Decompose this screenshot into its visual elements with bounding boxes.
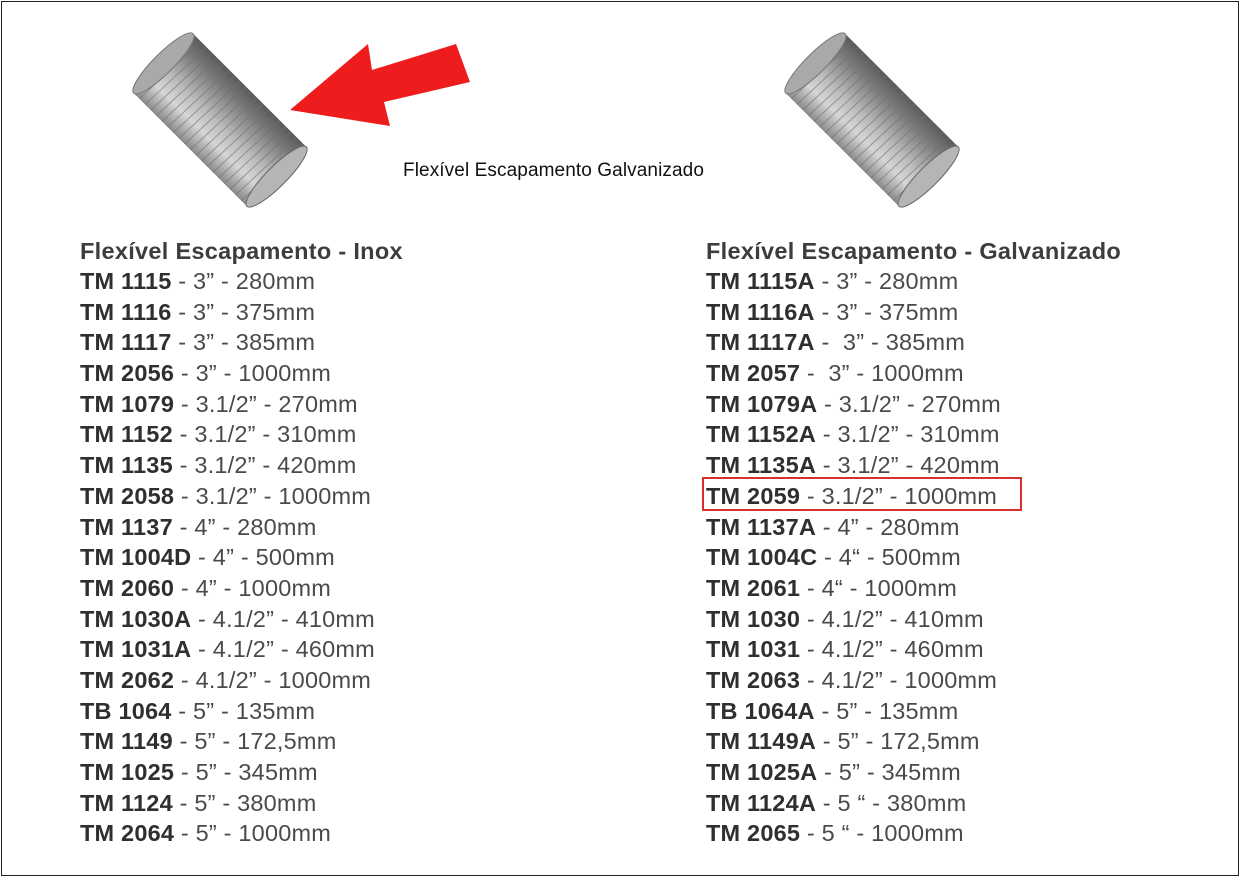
product-spec: - 4.1/2” - 1000mm: [800, 666, 998, 693]
product-code: TM 2057: [706, 360, 801, 387]
product-spec: - 3.1/2” - 270mm: [817, 390, 1001, 417]
list-item: [706, 634, 1121, 665]
product-spec: - 3” - 280mm: [814, 268, 959, 294]
product-spec: - 3” - 280mm: [171, 268, 316, 294]
list-item: [706, 542, 1121, 573]
product-code: TM 1137: [80, 513, 173, 540]
list-item: [706, 573, 1121, 604]
product-spec: - 4.1/2” - 1000mm: [174, 666, 372, 693]
list-item: [706, 818, 1121, 849]
list-item: [80, 358, 403, 389]
product-spec: - 3” - 385mm: [814, 329, 966, 356]
product-code: TM 2063: [706, 666, 801, 693]
product-spec: - 4“ - 1000mm: [800, 574, 958, 601]
product-code: TM 1117: [80, 329, 172, 356]
list-item: [80, 757, 403, 788]
list-item: [80, 481, 403, 512]
list-item: [706, 327, 1121, 358]
list-item: [706, 788, 1121, 819]
product-code: TM 2056: [80, 360, 175, 387]
list-item: [80, 389, 403, 420]
product-code: TM 1031A: [80, 636, 192, 663]
product-code: TM 1137A: [706, 513, 817, 540]
product-code: TM 1124: [80, 789, 173, 816]
product-spec: - 4.1/2” - 410mm: [191, 605, 375, 632]
product-code: TM 1149: [80, 728, 173, 755]
product-spec: - 3” - 1000mm: [174, 360, 332, 387]
product-spec: - 4” - 280mm: [816, 513, 960, 540]
product-spec: - 5” - 172,5mm: [172, 728, 337, 755]
list-item: [80, 512, 403, 543]
product-code: TM 1124A: [706, 789, 817, 816]
product-code: TM 2064: [80, 820, 175, 847]
list-item: [706, 665, 1121, 696]
list-item: [80, 665, 403, 696]
product-spec: - 3.1/2” - 310mm: [816, 421, 1000, 448]
red-arrow-icon: [288, 40, 473, 130]
list-item: [80, 604, 403, 635]
list-item: [706, 512, 1121, 543]
product-spec: - 5” - 135mm: [171, 697, 316, 724]
product-code: TM 1004C: [706, 544, 818, 571]
product-code: TM 1025: [80, 759, 175, 785]
product-code: TM 1031: [706, 636, 801, 663]
product-spec: - 3.1/2” - 420mm: [816, 452, 1000, 479]
list-item: [80, 419, 403, 450]
product-code: TM 1004D: [80, 544, 192, 571]
list-item: [80, 327, 403, 358]
product-spec: - 5 “ - 380mm: [816, 789, 967, 816]
product-spec: - 5 “ - 1000mm: [800, 820, 964, 847]
product-spec: - 5” - 135mm: [814, 697, 959, 724]
list-item: [80, 726, 403, 757]
list-item: [80, 818, 403, 849]
caption-text: Flexível Escapamento Galvanizado: [403, 160, 705, 181]
product-code: TM 1116: [80, 298, 172, 325]
product-spec: - 3.1/2” - 1000mm: [800, 482, 998, 509]
product-spec: - 5” - 1000mm: [174, 820, 332, 847]
product-code: TM 1152A: [706, 421, 817, 448]
product-spec: - 3” - 1000mm: [800, 360, 964, 387]
product-code: TM 1135A: [706, 452, 817, 479]
list-item: [80, 542, 403, 573]
list-item: [706, 266, 1121, 297]
list-item: [80, 696, 403, 727]
inox-list: [80, 236, 403, 849]
list-item: [706, 419, 1121, 450]
product-spec: - 3” - 375mm: [814, 298, 959, 325]
product-spec: - 3.1/2” - 270mm: [174, 390, 358, 417]
product-spec: - 3” - 375mm: [171, 298, 316, 325]
product-code: TM 1030A: [80, 605, 192, 632]
list-item: [80, 266, 403, 297]
list-item: [706, 757, 1121, 788]
list-item: [706, 604, 1121, 635]
product-code: TM 1025A: [706, 759, 818, 785]
inox-list-title: Flexível Escapamento - Inox: [80, 238, 403, 264]
product-code: TB 1064A: [706, 697, 815, 724]
product-code: TM 2058: [80, 482, 175, 509]
list-item: [80, 450, 403, 481]
product-code: TM 1135: [80, 452, 173, 479]
product-spec: - 5” - 172,5mm: [816, 728, 980, 755]
product-spec: - 3.1/2” - 420mm: [172, 452, 357, 479]
list-item: [706, 726, 1121, 757]
galvanizado-list: [706, 236, 1121, 849]
list-item: [80, 573, 403, 604]
product-spec: - 3.1/2” - 310mm: [172, 421, 357, 448]
product-spec: - 5” - 345mm: [174, 759, 318, 785]
product-spec: - 4.1/2” - 460mm: [191, 636, 375, 663]
product-spec: - 4“ - 500mm: [817, 544, 961, 571]
product-code: TM 1115: [80, 268, 172, 294]
galvanizado-list-title: Flexível Escapamento - Galvanizado: [706, 238, 1122, 264]
product-code: TM 1115A: [706, 268, 815, 294]
product-code: TB 1064: [80, 697, 172, 724]
list-item: [80, 788, 403, 819]
list-item: [706, 389, 1121, 420]
list-item: [706, 297, 1121, 328]
product-spec: - 3.1/2” - 1000mm: [174, 482, 372, 509]
list-item: [80, 634, 403, 665]
product-spec: - 4.1/2” - 460mm: [800, 636, 984, 663]
highlight-box: [702, 477, 1022, 511]
list-item: [706, 358, 1121, 389]
list-item: [80, 297, 403, 328]
product-code: TM 1117A: [706, 329, 815, 356]
product-code: TM 1116A: [706, 298, 815, 325]
product-spec: - 4” - 500mm: [191, 544, 335, 571]
product-spec: - 4” - 1000mm: [174, 574, 332, 601]
product-code: TM 2060: [80, 574, 175, 601]
product-spec: - 5” - 380mm: [172, 789, 317, 816]
product-code: TM 1079: [80, 390, 175, 417]
product-code: TM 1149A: [706, 728, 817, 755]
product-spec: - 4.1/2” - 410mm: [800, 605, 984, 632]
product-spec: - 5” - 345mm: [817, 759, 961, 785]
product-code: TM 2061: [706, 574, 801, 601]
flexible-pipe-inox-image: [128, 28, 313, 213]
list-item: [706, 696, 1121, 727]
product-code: TM 1030: [706, 605, 801, 632]
product-code: TM 2059: [706, 482, 801, 509]
product-code: TM 2065: [706, 820, 801, 847]
product-code: TM 2062: [80, 666, 175, 693]
flexible-pipe-galvanizado-image: [780, 28, 965, 213]
product-code: TM 1152: [80, 421, 173, 448]
product-spec: - 4” - 280mm: [172, 513, 317, 540]
product-code: TM 1079A: [706, 390, 818, 417]
product-spec: - 3” - 385mm: [171, 329, 316, 356]
